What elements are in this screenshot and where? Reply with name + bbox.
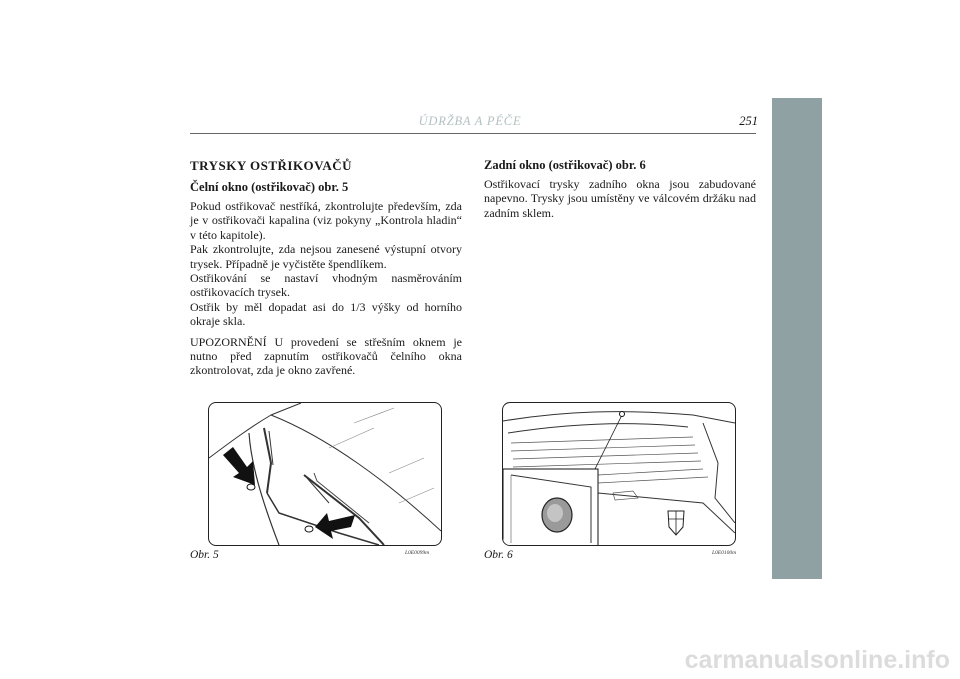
front-washer-illustration [209,403,441,545]
left-column [190,158,462,384]
paragraph: Pak zkontrolujte, zda nejsou zanesené výstupní otvory trysek. Případně je vyčistěte špendlíkem. [190,242,462,271]
nozzle-icon [542,498,572,532]
right-column [484,158,756,226]
subheading-rear-washer: Zadní okno (ostřikovač) obr. 6 [484,158,646,172]
figure-rear-washer [502,402,736,546]
figure-caption: Obr. 5 [190,549,219,561]
arrow-icon [223,447,255,485]
figure-code: L0E0099m [405,550,430,556]
chapter-side-tab [772,98,822,579]
lancia-badge-icon [668,511,684,535]
section-title: TRYSKY OSTŘIKOVAČŮ [190,158,353,173]
subheading-front-washer: Čelní okno (ostřikovač) obr. 5 [190,180,349,194]
rear-washer-illustration [503,403,735,545]
chapter-title: ÚDRŽBA A PÉČE [418,114,522,128]
nozzle-icon [305,526,313,532]
figure-caption: Obr. 6 [484,549,513,561]
paragraph: Ostřikovací trysky zadního okna jsou zabudované napevno. Trysky jsou umístěny ve válcovém držáku nad zadním sklem. [484,177,756,220]
paragraph: Ostřik by měl dopadat asi do 1/3 výšky od horního okraje skla. [190,299,462,329]
watermark: carmanualsonline.info [684,646,950,674]
arrow-icon [315,513,355,539]
page-number: 251 [739,114,758,128]
figure-code: L0E0100m [712,550,737,556]
warning-paragraph: UPOZORNĚNÍ U provedení se střešním oknem je nutno před zapnutím ostřikovačů čelního okna zkontrolovat, zda je okno zavřené. [190,334,462,378]
nozzle-icon [247,484,255,490]
paragraph: Pokud ostřikovač nestříká, zkontrolujte především, zda je v ostřikovači kapalina (viz pokyny „Kontrola hladin“ v této kapitole). [190,199,462,242]
paragraph: Ostřikování se nastaví vhodným nasměrováním ostřikovacích trysek. [190,271,462,300]
figure-front-washer [208,402,442,546]
header-divider [190,133,756,134]
